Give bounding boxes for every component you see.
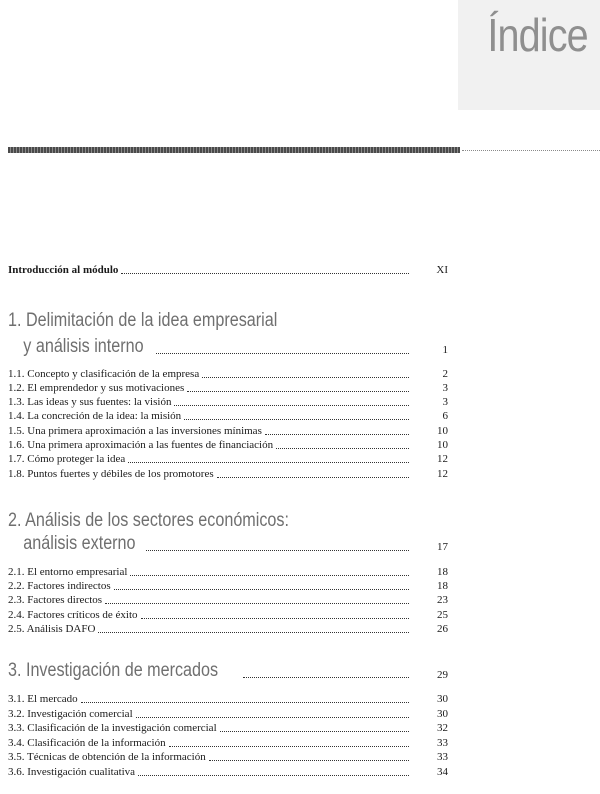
toc-entry-label: 3.1. El mercado bbox=[8, 693, 78, 705]
toc-entry-label: 1.3. Las ideas y sus fuentes: la visión bbox=[8, 396, 172, 408]
leader-dots bbox=[184, 418, 409, 420]
toc-intro-label: Introducción al módulo bbox=[8, 264, 119, 276]
toc-entry-page: 33 bbox=[437, 751, 448, 763]
toc-entry-page: 10 bbox=[437, 425, 448, 437]
toc-entry-label: 2.1. El entorno empresarial bbox=[8, 566, 128, 578]
toc-entry[interactable] bbox=[8, 453, 412, 466]
chapter-1-subtitle-row[interactable] bbox=[8, 336, 412, 358]
toc-entry-page: 32 bbox=[437, 722, 448, 734]
chapter-1-subtitle: y análisis interno bbox=[23, 336, 144, 357]
leader-dots bbox=[187, 390, 409, 392]
title-panel bbox=[458, 0, 600, 110]
toc-entry-page: 6 bbox=[442, 410, 448, 422]
toc-entry[interactable] bbox=[8, 623, 412, 636]
toc-entry[interactable] bbox=[8, 594, 412, 607]
toc-intro-page: XI bbox=[436, 264, 448, 276]
leader-dots bbox=[98, 631, 409, 633]
toc-entry-label: 3.4. Clasificación de la información bbox=[8, 737, 166, 749]
leader-dots bbox=[136, 716, 409, 718]
toc-entry-label: 1.4. La concreción de la idea: la misión bbox=[8, 410, 182, 422]
toc-entry-page: 18 bbox=[437, 580, 448, 592]
toc-entry-label: 3.3. Clasificación de la investigación comercial bbox=[8, 722, 217, 734]
toc-entry-label: 1.8. Puntos fuertes y débiles de los promotores bbox=[8, 468, 214, 480]
toc-entry[interactable] bbox=[8, 410, 412, 423]
toc-entry-page: 2 bbox=[442, 368, 448, 380]
leader-dots bbox=[141, 617, 409, 619]
leader-dots bbox=[169, 745, 409, 747]
leader-dots bbox=[209, 759, 409, 761]
toc-entry[interactable] bbox=[8, 751, 412, 764]
leader-dots bbox=[156, 352, 409, 354]
toc-entry[interactable] bbox=[8, 468, 412, 481]
toc-entry-page: 12 bbox=[437, 468, 448, 480]
toc-entry-label: 3.6. Investigación cualitativa bbox=[8, 766, 136, 778]
toc-entry[interactable] bbox=[8, 439, 412, 452]
toc-entry[interactable] bbox=[8, 396, 412, 409]
leader-dots bbox=[114, 588, 409, 590]
leader-dots bbox=[217, 476, 409, 478]
toc-entry-label: 1.6. Una primera aproximación a las fuentes de financiación bbox=[8, 439, 274, 451]
toc-entry-page: 18 bbox=[437, 566, 448, 578]
chapter-2-subtitle-row[interactable] bbox=[8, 533, 412, 555]
toc-entry-page: 30 bbox=[437, 708, 448, 720]
toc-entry[interactable] bbox=[8, 766, 412, 779]
toc-entry-page: 12 bbox=[437, 453, 448, 465]
toc-entry-label: 1.5. Una primera aproximación a las inversiones mínimas bbox=[8, 425, 262, 437]
chapter-2-subtitle: análisis externo bbox=[23, 533, 136, 554]
toc-entry[interactable] bbox=[8, 609, 412, 622]
toc-entry-label: 1.1. Concepto y clasificación de la empresa bbox=[8, 368, 200, 380]
leader-dots bbox=[81, 701, 409, 703]
chapter-3-page: 29 bbox=[437, 669, 448, 681]
toc-entry[interactable] bbox=[8, 708, 412, 721]
toc-entry[interactable] bbox=[8, 737, 412, 750]
toc-entry[interactable] bbox=[8, 382, 412, 395]
header-rule-dotted bbox=[462, 150, 600, 151]
chapter-2-title[interactable]: 2. Análisis de los sectores económicos: bbox=[8, 510, 289, 531]
toc-entry-label: 1.2. El emprendedor y sus motivaciones bbox=[8, 382, 185, 394]
header-rule bbox=[8, 147, 460, 153]
leader-dots bbox=[146, 549, 409, 551]
leader-dots bbox=[276, 447, 409, 449]
toc-entry-page: 30 bbox=[437, 693, 448, 705]
leader-dots bbox=[130, 574, 409, 576]
leader-dots bbox=[243, 676, 409, 678]
toc-entry[interactable] bbox=[8, 566, 412, 579]
chapter-3-title-row[interactable] bbox=[8, 660, 412, 682]
leader-dots bbox=[174, 404, 409, 406]
toc-entry-label: 1.7. Cómo proteger la idea bbox=[8, 453, 126, 465]
leader-dots bbox=[128, 461, 409, 463]
toc-entry[interactable] bbox=[8, 425, 412, 438]
toc-entry-page: 33 bbox=[437, 737, 448, 749]
page-title: Índice bbox=[487, 9, 588, 61]
leader-dots bbox=[265, 433, 409, 435]
toc-entry-page: 23 bbox=[437, 594, 448, 606]
leader-dots bbox=[121, 272, 409, 274]
leader-dots bbox=[138, 774, 409, 776]
toc-intro[interactable] bbox=[8, 264, 412, 277]
chapter-1-page: 1 bbox=[442, 344, 448, 356]
toc-entry-label: 2.5. Análisis DAFO bbox=[8, 623, 96, 635]
toc-entry-label: 2.4. Factores críticos de éxito bbox=[8, 609, 138, 621]
toc-entry-page: 34 bbox=[437, 766, 448, 778]
toc-entry[interactable] bbox=[8, 693, 412, 706]
toc-entry-label: 3.2. Investigación comercial bbox=[8, 708, 133, 720]
toc-entry-page: 3 bbox=[442, 382, 448, 394]
toc-entry[interactable] bbox=[8, 580, 412, 593]
toc-entry[interactable] bbox=[8, 368, 412, 381]
toc-entry-label: 2.3. Factores directos bbox=[8, 594, 103, 606]
toc-entry-page: 3 bbox=[442, 396, 448, 408]
toc-entry-label: 3.5. Técnicas de obtención de la información bbox=[8, 751, 206, 763]
chapter-1-title[interactable]: 1. Delimitación de la idea empresarial bbox=[8, 310, 278, 331]
toc-entry-page: 26 bbox=[437, 623, 448, 635]
chapter-2-page: 17 bbox=[437, 541, 448, 553]
toc-entry-label: 2.2. Factores indirectos bbox=[8, 580, 111, 592]
toc-entry-page: 25 bbox=[437, 609, 448, 621]
leader-dots bbox=[202, 376, 409, 378]
toc-entry-page: 10 bbox=[437, 439, 448, 451]
leader-dots bbox=[105, 602, 409, 604]
leader-dots bbox=[220, 730, 409, 732]
chapter-3-title: 3. Investigación de mercados bbox=[8, 660, 219, 681]
toc-entry[interactable] bbox=[8, 722, 412, 735]
